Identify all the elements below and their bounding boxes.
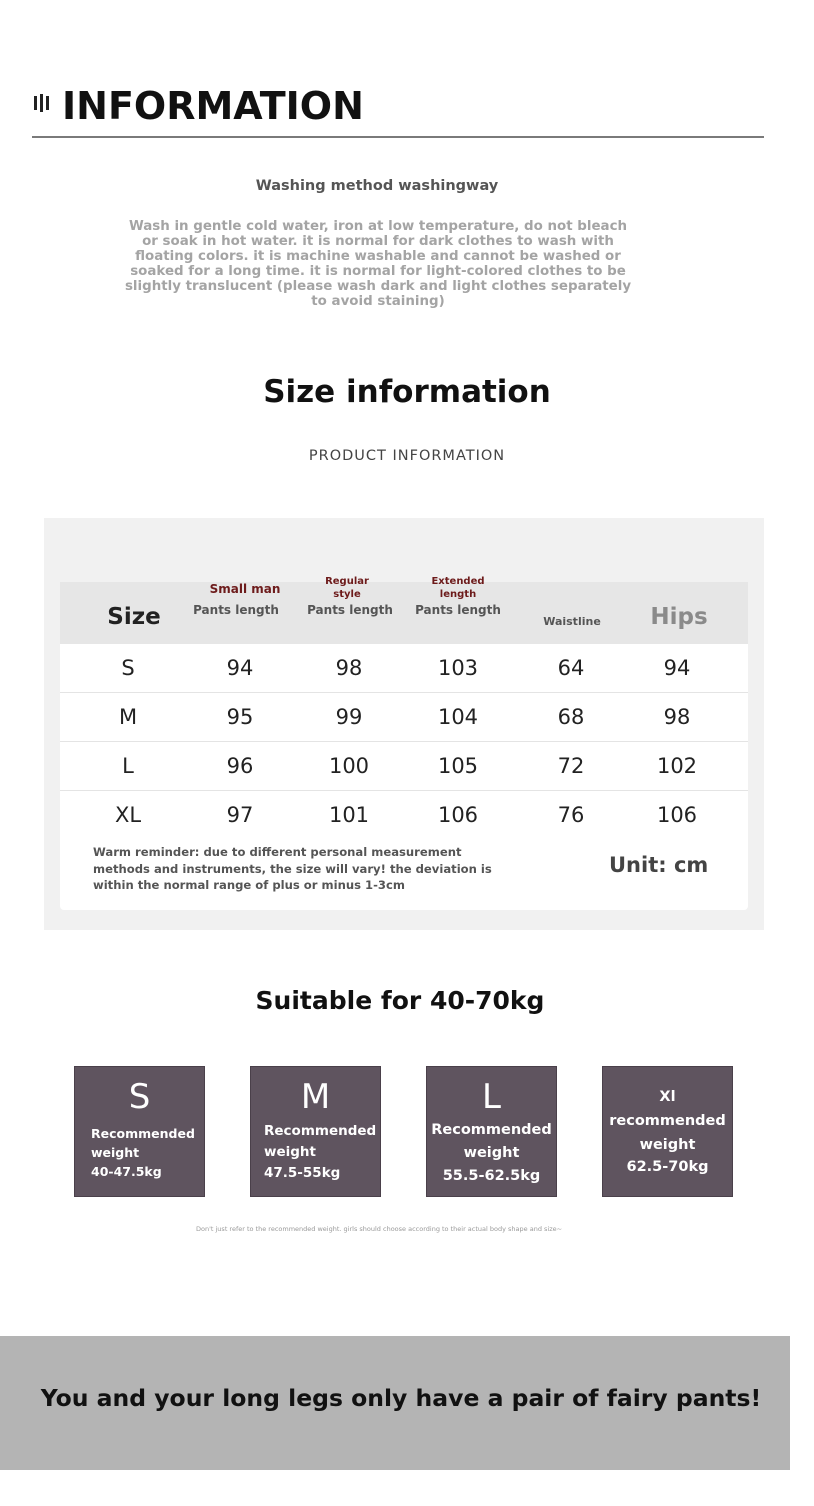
cell-size: XL <box>114 803 142 827</box>
cell-hips: 102 <box>656 754 698 778</box>
card-weight-range: 47.5-55kg <box>264 1165 341 1181</box>
header-bars-icon <box>34 94 49 112</box>
header-title: INFORMATION <box>62 84 364 128</box>
cell-small: 94 <box>226 656 254 680</box>
cell-hips: 106 <box>656 803 698 827</box>
card-line-1: Recommended <box>431 1122 552 1138</box>
card-line-1: Recommended <box>91 1126 195 1141</box>
cell-waist: 64 <box>557 656 585 680</box>
cell-size: S <box>121 656 135 680</box>
washing-title: Washing method washingway <box>255 178 499 194</box>
card-line-2: weight <box>91 1145 140 1160</box>
card-size-letter: M <box>300 1077 331 1117</box>
section-header <box>32 84 764 138</box>
header-pants-length-3: Pants length <box>415 603 501 617</box>
cell-extended: 106 <box>437 803 479 827</box>
header-small-man: Small man <box>209 582 281 596</box>
cell-small: 95 <box>226 705 254 729</box>
cell-regular: 98 <box>335 656 363 680</box>
cell-size: L <box>122 754 134 778</box>
card-line-2: weight <box>264 1144 316 1160</box>
unit-label: Unit: cm <box>609 853 709 877</box>
footer-banner <box>0 1336 790 1470</box>
table-row <box>60 694 748 742</box>
cell-size: M <box>118 705 138 729</box>
header-pants-length-2: Pants length <box>307 603 393 617</box>
card-weight-range: 62.5-70kg <box>626 1159 709 1175</box>
card-line-1: recommended <box>609 1113 726 1129</box>
cell-small: 96 <box>226 754 254 778</box>
cell-extended: 105 <box>437 754 479 778</box>
cell-regular: 101 <box>328 803 370 827</box>
header-regular-style: Regular style <box>325 576 369 601</box>
size-info-title: Size information <box>263 374 551 410</box>
table-row <box>60 792 748 840</box>
card-line-2: weight <box>463 1145 520 1161</box>
weight-card-xl <box>602 1066 733 1197</box>
card-size-letter: L <box>482 1077 501 1117</box>
weight-card-s <box>74 1066 205 1197</box>
size-reminder: Warm reminder: due to different personal measurement methods and instruments, the size will vary! the deviation is within the normal range of plus or minus 1-3cm <box>93 845 492 892</box>
cell-regular: 100 <box>328 754 370 778</box>
weight-card-l <box>426 1066 557 1197</box>
suitable-title: Suitable for 40-70kg <box>255 986 545 1015</box>
header-waistline: Waistline <box>543 615 601 628</box>
cell-extended: 104 <box>437 705 479 729</box>
header-pants-length-1: Pants length <box>193 603 279 617</box>
weight-card-m <box>250 1066 381 1197</box>
card-line-1: Recommended <box>264 1123 377 1139</box>
cell-hips: 94 <box>663 656 691 680</box>
footer-slogan: You and your long legs only have a pair of fairy pants! <box>40 1384 762 1412</box>
table-row <box>60 645 748 693</box>
cell-hips: 98 <box>663 705 691 729</box>
size-table <box>60 576 748 910</box>
cell-waist: 76 <box>557 803 585 827</box>
cell-small: 97 <box>226 803 254 827</box>
cell-waist: 72 <box>557 754 585 778</box>
washing-instructions: Wash in gentle cold water, iron at low temperature, do not bleach or soak in hot water. it is normal for dark clothes to wash with floating colors. it is machine washable and cannot be washed or soaked for a long time. it is normal for light-colored clothes to be slightly translucent (please wash dark and light clothes separately to avoid staining) <box>124 219 632 309</box>
size-info-subtitle: PRODUCT INFORMATION <box>308 448 506 464</box>
cell-waist: 68 <box>557 705 585 729</box>
card-size-letter: Xl <box>659 1089 676 1105</box>
header-extended-length: Extended length <box>431 576 485 601</box>
card-weight-range: 40-47.5kg <box>91 1164 162 1179</box>
card-line-2: weight <box>639 1137 696 1153</box>
header-hips: Hips <box>650 604 708 630</box>
cell-extended: 103 <box>437 656 479 680</box>
table-row <box>60 743 748 791</box>
weight-note: Don't just refer to the recommended weight. girls should choose according to their actual body shape and size~ <box>196 1225 563 1233</box>
card-weight-range: 55.5-62.5kg <box>442 1168 541 1184</box>
header-size: Size <box>107 604 161 630</box>
table-header <box>60 576 748 644</box>
card-size-letter: S <box>128 1077 151 1117</box>
cell-regular: 99 <box>335 705 363 729</box>
